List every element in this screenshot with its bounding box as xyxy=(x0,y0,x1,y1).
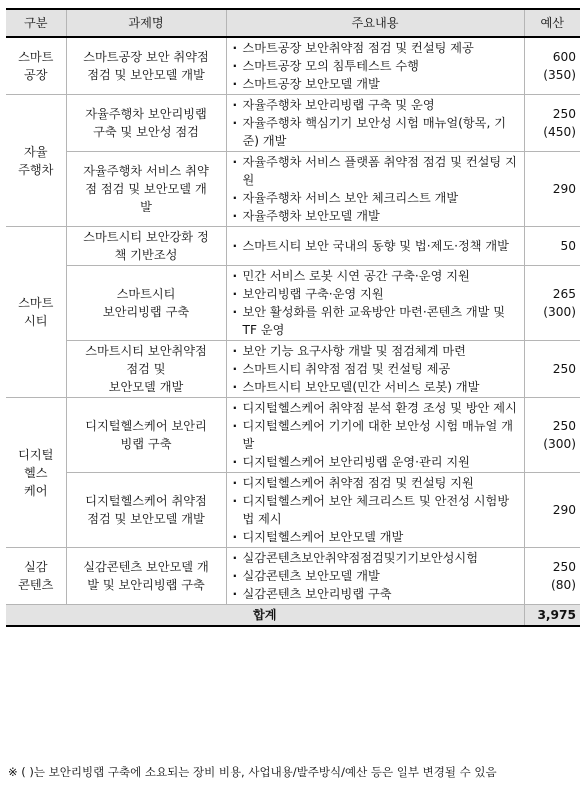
category-line: 공장 xyxy=(23,68,48,82)
task-name-line: 자율주행차 서비스 취약 xyxy=(83,164,209,178)
category-line: 자율 xyxy=(23,144,48,159)
content-item: · 민간 서비스 로봇 시연 공간 구축·운영 지원 xyxy=(231,267,520,285)
budget-value: 290 xyxy=(552,182,576,196)
budget-cell xyxy=(524,341,580,398)
budget-value: 600 xyxy=(552,50,576,64)
content-cell xyxy=(226,152,524,227)
budget-equipment-value: (350) xyxy=(543,68,576,82)
task-name-line: 점검 및 보안모델 개발 xyxy=(87,68,205,82)
budget-value: 250 xyxy=(552,419,576,433)
category-line: 콘텐츠 xyxy=(18,578,54,592)
header-content: 주요내용 xyxy=(226,9,524,37)
content-list xyxy=(231,399,520,471)
category-cell xyxy=(6,37,66,95)
task-name-line: 점검 및 보안모델 개발 xyxy=(87,512,205,526)
task-name-line: 자율주행차 보안리빙랩 xyxy=(85,107,207,121)
content-item: · 보안 기능 요구사항 개발 및 점검체계 마련 xyxy=(231,342,520,360)
content-cell xyxy=(226,37,524,95)
category-cell xyxy=(6,95,66,227)
task-name-line: 발 xyxy=(140,200,152,214)
content-list xyxy=(231,153,520,225)
table-row xyxy=(6,548,580,605)
task-name-cell xyxy=(66,473,226,548)
task-name-line: 보안리빙랩 구축 xyxy=(102,305,190,319)
budget-value: 250 xyxy=(552,560,576,574)
budget-value: 290 xyxy=(552,503,576,517)
content-cell xyxy=(226,473,524,548)
content-item: · 디지털헬스케어 취약점 분석 환경 조성 및 방안 제시 xyxy=(231,399,520,417)
budget-cell xyxy=(524,37,580,95)
content-item: · 보안리빙랩 구축·운영 지원 xyxy=(231,285,520,303)
task-name-cell xyxy=(66,341,226,398)
task-name-line: 점 점검 및 보안모델 개 xyxy=(85,182,207,196)
content-item: · 스마트공장 보안취약점 점검 및 컨설팅 제공 xyxy=(231,39,520,57)
task-name-cell xyxy=(66,548,226,605)
content-cell xyxy=(226,548,524,605)
content-item: · 디지털헬스케어 보안모델 개발 xyxy=(231,528,520,546)
task-name-line: 스마트시티 xyxy=(116,287,176,301)
budget-equipment-value: (80) xyxy=(550,578,576,592)
content-list xyxy=(231,39,520,93)
content-list xyxy=(231,474,520,546)
budget-equipment-value: (450) xyxy=(543,125,576,139)
content-list xyxy=(231,342,520,396)
category-cell xyxy=(6,398,66,548)
content-list xyxy=(231,96,520,150)
task-name-cell xyxy=(66,266,226,341)
total-value: 3,975 xyxy=(524,605,580,627)
content-item: · 자율주행차 보안리빙랩 구축 및 운영 xyxy=(231,96,520,114)
budget-cell xyxy=(524,473,580,548)
content-item: · 스마트시티 취약점 점검 및 컨설팅 제공 xyxy=(231,360,520,378)
content-item: · 자율주행차 핵심기기 보안성 시험 매뉴얼(항목, 기준) 개발 xyxy=(231,114,520,150)
content-item: · 디지털헬스케어 보안 체크리스트 및 안전성 시험방법 제시 xyxy=(231,492,520,528)
task-name-line: 스마트공장 보안 취약점 xyxy=(83,50,209,64)
header-category: 구분 xyxy=(6,9,66,37)
total-label: 합계 xyxy=(6,605,524,627)
task-name-line: 디지털헬스케어 취약점 xyxy=(85,494,207,508)
task-name-line: 스마트시티 보안강화 정 xyxy=(83,230,209,244)
budget-cell xyxy=(524,548,580,605)
budget-cell xyxy=(524,152,580,227)
content-cell xyxy=(226,398,524,473)
content-item: · 실감콘텐츠 보안리빙랩 구축 xyxy=(231,585,520,603)
category-cell xyxy=(6,548,66,605)
category-line: 주행차 xyxy=(18,162,54,177)
content-cell xyxy=(226,266,524,341)
category-line: 실감 xyxy=(23,560,48,574)
table-row xyxy=(6,95,580,152)
table-row xyxy=(6,227,580,266)
task-name-cell xyxy=(66,152,226,227)
budget-table xyxy=(6,8,580,627)
budget-value: 250 xyxy=(552,362,576,376)
content-item: · 스마트시티 보안모델(민간 서비스 로봇) 개발 xyxy=(231,378,520,396)
content-cell xyxy=(226,341,524,398)
table-body xyxy=(6,37,580,605)
table-row xyxy=(6,266,580,341)
table-row xyxy=(6,398,580,473)
task-name-line: 책 기반조성 xyxy=(114,248,178,262)
task-name-cell xyxy=(66,37,226,95)
budget-equipment-value: (300) xyxy=(543,305,576,319)
budget-cell xyxy=(524,95,580,152)
header-task: 과제명 xyxy=(66,9,226,37)
content-item: · 디지털헬스케어 보안리빙랩 운영·관리 지원 xyxy=(231,453,520,471)
task-name-line: 발 및 보안리빙랩 구축 xyxy=(87,578,205,592)
content-item: · 자율주행차 서비스 보안 체크리스트 개발 xyxy=(231,189,520,207)
task-name-cell xyxy=(66,95,226,152)
task-name-line: 디지털헬스케어 보안리 xyxy=(85,419,207,433)
budget-equipment-value: (300) xyxy=(543,437,576,451)
content-item: · 디지털헬스케어 기기에 대한 보안성 시험 매뉴얼 개발 xyxy=(231,417,520,453)
budget-cell xyxy=(524,227,580,266)
task-name-cell xyxy=(66,398,226,473)
task-name-line: 빙랩 구축 xyxy=(120,437,172,451)
content-cell xyxy=(226,95,524,152)
task-name-line: 실감콘텐츠 보안모델 개 xyxy=(83,560,209,574)
category-line: 케어 xyxy=(23,483,48,498)
table-row xyxy=(6,152,580,227)
header-budget: 예산 xyxy=(524,9,580,37)
budget-value: 265 xyxy=(552,287,576,301)
category-line: 시티 xyxy=(23,314,48,328)
task-name-line: 보안모델 개발 xyxy=(108,380,184,394)
table-row xyxy=(6,473,580,548)
category-cell xyxy=(6,227,66,398)
content-item: · 자율주행차 서비스 플랫폼 취약점 점검 및 컨설팅 지원 xyxy=(231,153,520,189)
budget-cell xyxy=(524,398,580,473)
content-item: · 자율주행차 보안모델 개발 xyxy=(231,207,520,225)
content-item: · 스마트공장 보안모델 개발 xyxy=(231,75,520,93)
content-item: · 보안 활성화를 위한 교육방안 마련·콘텐츠 개발 및 TF 운영 xyxy=(231,303,520,339)
content-item: · 스마트공장 모의 침투테스트 수행 xyxy=(231,57,520,75)
task-name-line: 점검 및 xyxy=(126,362,166,376)
content-cell xyxy=(226,227,524,266)
category-line: 헬스 xyxy=(23,465,48,480)
table-row xyxy=(6,37,580,95)
category-line: 스마트 xyxy=(18,296,54,310)
total-row xyxy=(6,605,580,627)
budget-value: 50 xyxy=(560,239,576,253)
budget-value: 250 xyxy=(552,107,576,121)
footnote: ※ ( )는 보안리빙랩 구축에 소요되는 장비 비용, 사업내용/발주방식/예산 등은 일부 변경될 수 있음 xyxy=(8,765,497,779)
content-list xyxy=(231,267,520,339)
content-list xyxy=(231,549,520,603)
category-line: 디지털 xyxy=(18,447,54,462)
table-row xyxy=(6,341,580,398)
content-item: · 스마트시티 보안 국내의 동향 및 법·제도·정책 개발 xyxy=(231,237,520,255)
category-line: 스마트 xyxy=(18,50,54,64)
table-header-row xyxy=(6,9,580,37)
task-name-cell xyxy=(66,227,226,266)
task-name-line: 구축 및 보안성 점검 xyxy=(93,125,199,139)
content-item: · 디지털헬스케어 취약점 점검 및 컨설팅 지원 xyxy=(231,474,520,492)
content-item: · 실감콘텐츠보안취약점점검및기기보안성시험 xyxy=(231,549,520,567)
budget-cell xyxy=(524,266,580,341)
content-item: · 실감콘텐츠 보안모델 개발 xyxy=(231,567,520,585)
content-list xyxy=(231,237,520,255)
task-name-line: 스마트시티 보안취약점 xyxy=(85,344,207,358)
